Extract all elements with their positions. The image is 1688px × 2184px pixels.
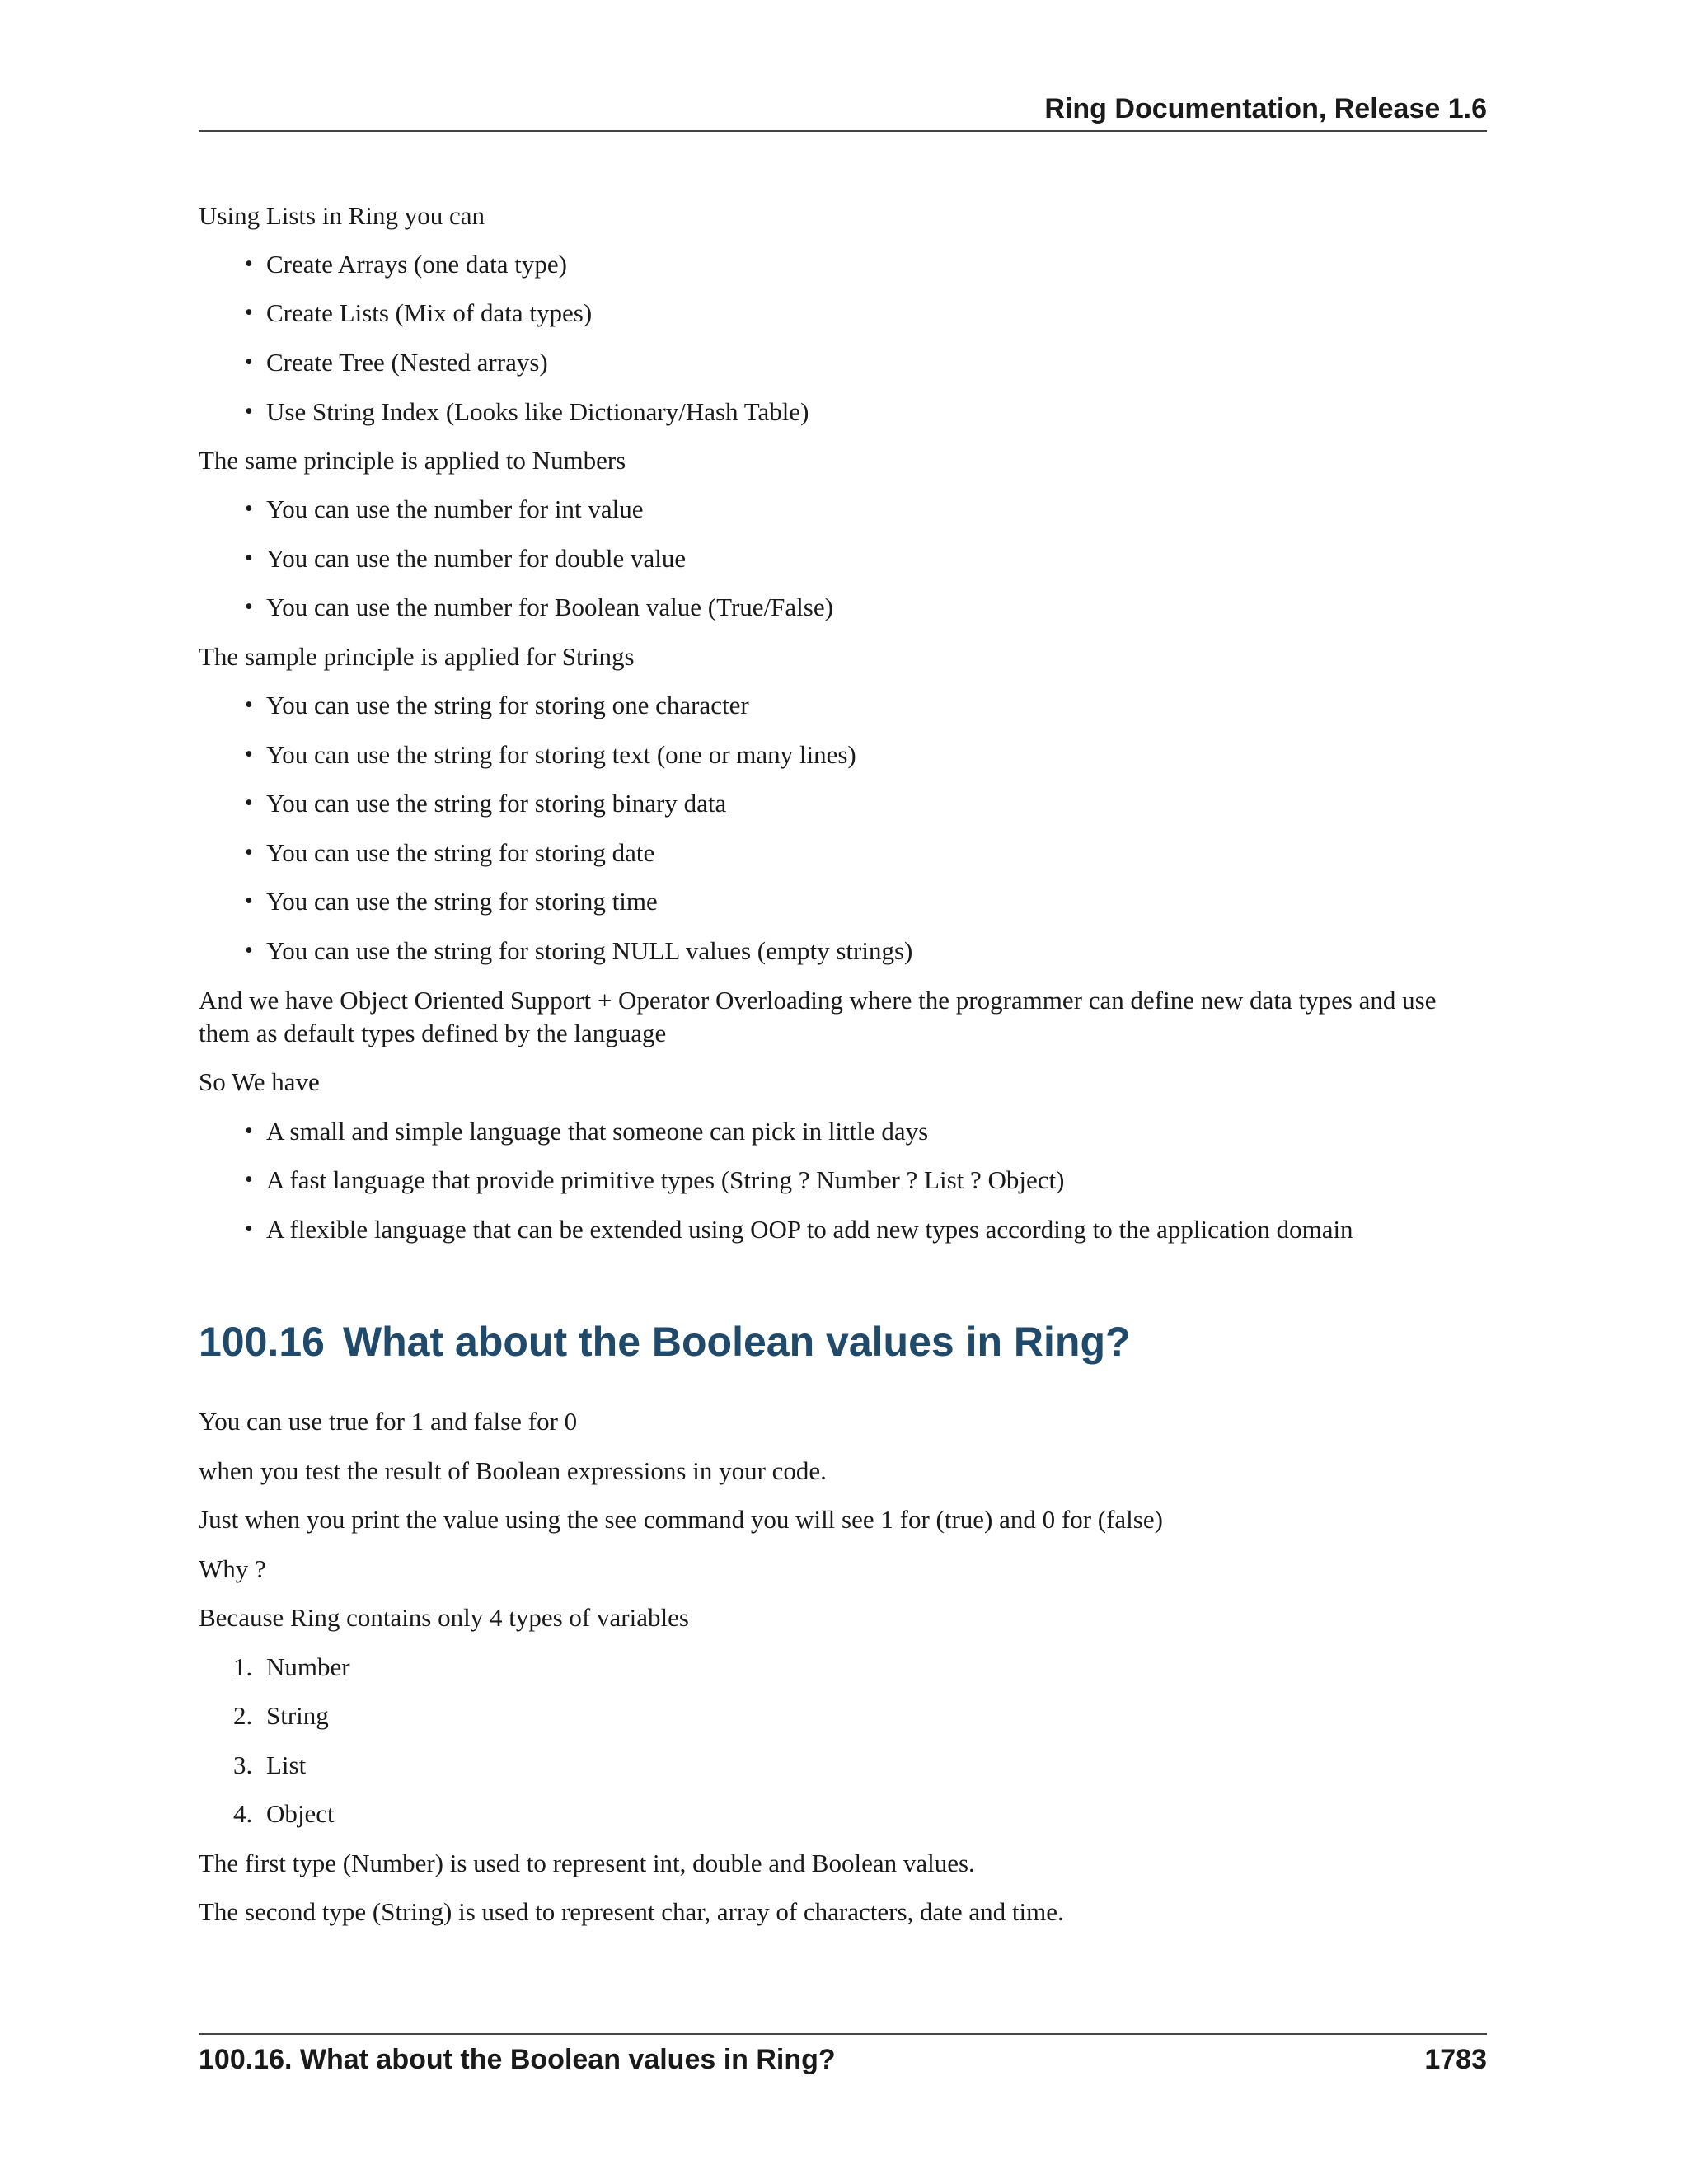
bullet-icon: • [245, 546, 253, 571]
bullet-icon: • [245, 790, 253, 816]
bullet-icon: • [245, 1167, 253, 1193]
paragraph: The second type (String) is used to represent char, array of characters, date and time. [199, 1897, 1064, 1926]
list-item: 1. Number [233, 1652, 350, 1681]
bullet-icon: • [245, 1118, 253, 1144]
paragraph: You can use true for 1 and false for 0 [199, 1407, 578, 1436]
paragraph: Just when you print the value using the see command you will see 1 for (true) and 0 for (false) [199, 1505, 1163, 1534]
list-item: 4. Object [233, 1799, 335, 1828]
list-item: • You can use the number for Boolean value (True/False) [266, 591, 833, 624]
list-item: • Use String Index (Looks like Dictionary/Hash Table) [266, 396, 809, 429]
list-item: 2. String [233, 1701, 329, 1730]
bullet-icon: • [245, 496, 253, 522]
strings-intro: The sample principle is applied for Strings [199, 642, 635, 671]
list-item: • A flexible language that can be extended using OOP to add new types according to the application domain [266, 1213, 1353, 1246]
bullet-icon: • [245, 938, 253, 963]
page-footer [199, 2033, 1487, 2076]
bullet-icon: • [245, 742, 253, 767]
bullet-icon: • [245, 840, 253, 865]
paragraph: Why ? [199, 1554, 266, 1583]
paragraph: Because Ring contains only 4 types of variables [199, 1603, 689, 1632]
list-item: • You can use the string for storing date [266, 837, 654, 869]
page-header [199, 92, 1487, 132]
section-number: 100.16 [199, 1319, 325, 1365]
bullet-icon: • [245, 251, 253, 277]
lists-intro: Using Lists in Ring you can [199, 201, 485, 230]
list-item: • Create Lists (Mix of data types) [266, 297, 592, 330]
document-title: Ring Documentation, Release 1.6 [1044, 93, 1487, 124]
list-item: 3. List [233, 1750, 307, 1779]
page-number: 1783 [1424, 2044, 1487, 2075]
oop-paragraph: And we have Object Oriented Support + Operator Overloading where the programmer can define new data types and use them as default types defined by the language [199, 986, 1437, 1047]
list-item: • You can use the string for storing one character [266, 689, 749, 722]
list-item: • You can use the string for storing NULL values (empty strings) [266, 935, 912, 968]
bullet-icon: • [245, 594, 253, 620]
bullet-icon: • [245, 888, 253, 914]
bullet-icon: • [245, 692, 253, 718]
list-item: • You can use the string for storing binary data [266, 787, 726, 820]
paragraph: The first type (Number) is used to represent int, double and Boolean values. [199, 1849, 975, 1877]
numbers-intro: The same principle is applied to Numbers [199, 446, 626, 475]
list-item: • Create Arrays (one data type) [266, 248, 567, 281]
section-heading [199, 1317, 1131, 1366]
list-item: • A small and simple language that someone can pick in little days [266, 1115, 928, 1148]
section-title: What about the Boolean values in Ring? [342, 1319, 1131, 1365]
paragraph: when you test the result of Boolean expressions in your code. [199, 1456, 827, 1485]
list-item: • You can use the string for storing text (one or many lines) [266, 738, 856, 771]
list-item: • You can use the string for storing time [266, 885, 658, 918]
bullet-icon: • [245, 1216, 253, 1242]
list-item: • A fast language that provide primitive types (String ? Number ? List ? Object) [266, 1164, 1065, 1197]
list-item: • You can use the number for int value [266, 493, 643, 526]
bullet-icon: • [245, 300, 253, 326]
list-item: • You can use the number for double value [266, 542, 686, 575]
bullet-icon: • [245, 349, 253, 375]
so-we-have-intro: So We have [199, 1067, 320, 1096]
list-item: • Create Tree (Nested arrays) [266, 346, 548, 379]
bullet-icon: • [245, 399, 253, 424]
footer-section-title: 100.16. What about the Boolean values in Ring? [199, 2044, 836, 2075]
